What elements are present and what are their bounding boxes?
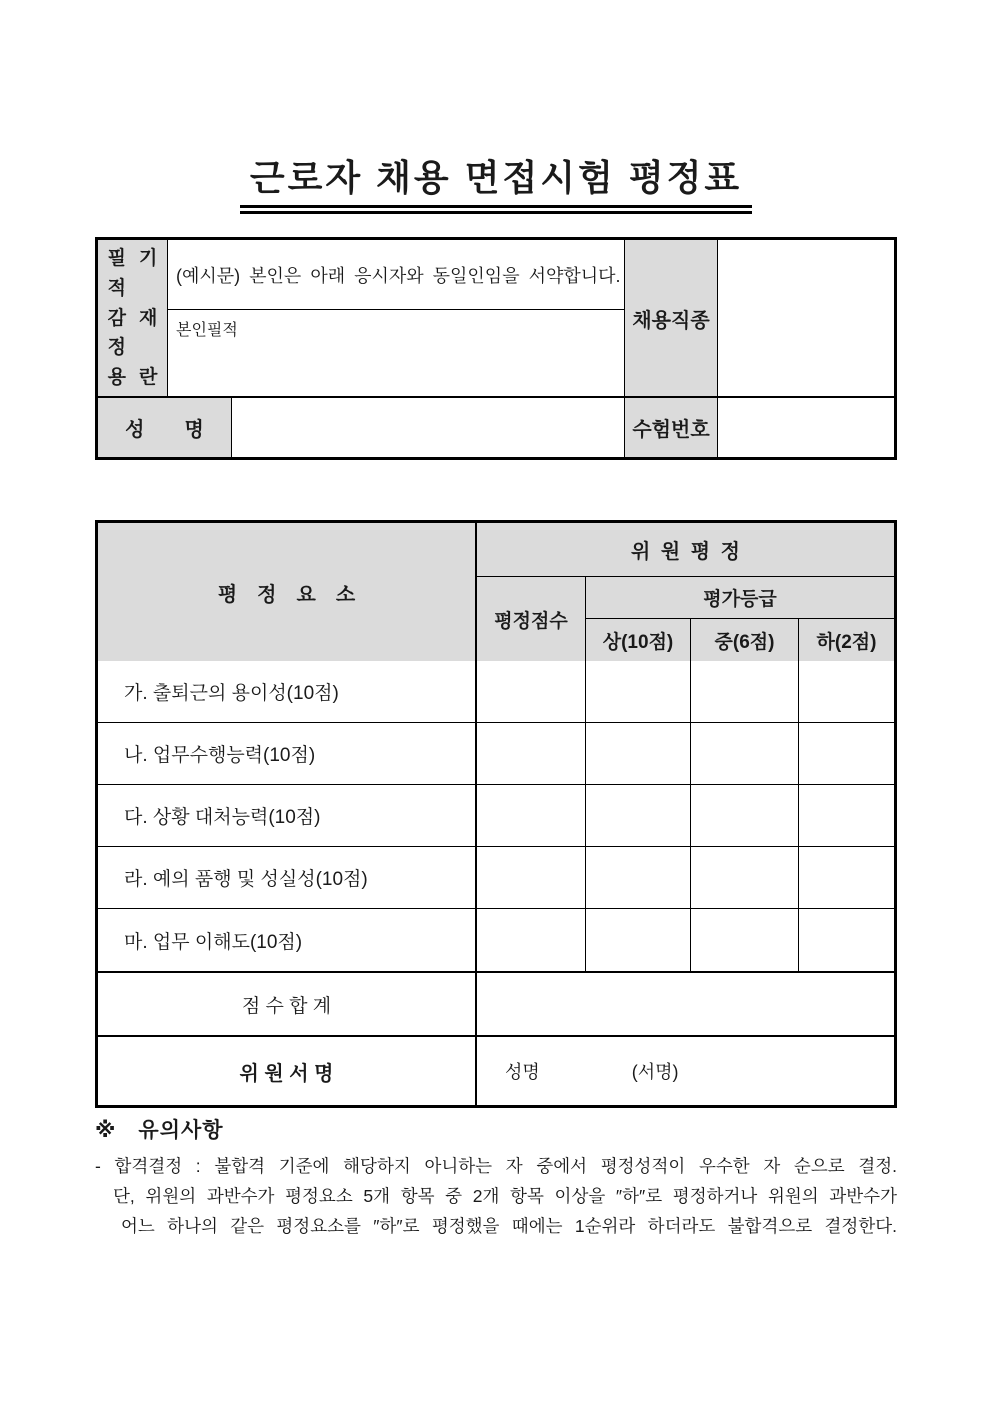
grade-header-group <box>586 577 894 661</box>
own-handwriting-label: 본인필적 <box>176 322 238 339</box>
note-line-3: 어느 하나의 같은 평정요소를 ″하″로 평정했을 때에는 1순위라 하더라도 불합격으로 결정한다. <box>121 1216 897 1236</box>
grade-low-cell <box>799 661 894 722</box>
grade-high-cell <box>586 847 691 908</box>
score-cell <box>477 785 586 846</box>
grade-high-cell <box>586 785 691 846</box>
job-type-value-cell <box>718 240 894 396</box>
eval-row-situation <box>98 785 894 847</box>
grade-high-header: 상(10점) <box>586 619 691 661</box>
handwriting-label-col1: 필 적 감 정 용 <box>107 248 126 388</box>
committee-header-group <box>477 523 894 661</box>
grade-high-cell <box>586 909 691 971</box>
note-line-2: 단, 위원의 과반수가 평정요소 5개 항목 중 2개 항목 이상을 ″하″로 평정하거나 위원의 과반수가 <box>113 1186 897 1206</box>
total-score-label: 점 수 합 계 <box>98 973 477 1035</box>
committee-rating-header: 위 원 평 정 <box>477 523 894 577</box>
eval-factor-label: 다. 상황 대처능력(10점) <box>98 785 477 846</box>
grade-mid-header: 중(6점) <box>691 619 799 661</box>
total-score-row <box>98 973 894 1037</box>
grade-mid-cell <box>691 661 799 722</box>
handwriting-label-col2: 기 재 란 <box>139 248 158 388</box>
handwriting-entry-cell <box>168 240 625 396</box>
grade-header: 평가등급 <box>586 577 894 619</box>
grade-low-cell <box>799 909 894 971</box>
score-cell <box>477 661 586 722</box>
score-cell <box>477 847 586 908</box>
grade-low-cell <box>799 785 894 846</box>
grade-high-cell <box>586 661 691 722</box>
signature-name-label: 성명 <box>505 1062 540 1082</box>
info-row-name <box>98 398 894 457</box>
grade-columns-row <box>586 619 894 661</box>
total-score-value-cell <box>477 973 894 1035</box>
exam-number-label: 수험번호 <box>625 398 718 457</box>
eval-row-understanding <box>98 909 894 971</box>
signature-entry-cell <box>477 1037 894 1105</box>
exam-number-value-cell <box>718 398 894 457</box>
title-block <box>0 150 992 214</box>
grade-mid-cell <box>691 847 799 908</box>
grade-high-cell <box>586 723 691 784</box>
score-cell <box>477 723 586 784</box>
eval-factor-label: 라. 예의 품행 및 성실성(10점) <box>98 847 477 908</box>
grade-mid-cell <box>691 909 799 971</box>
rating-score-header: 평정점수 <box>477 577 586 661</box>
grade-low-cell <box>799 847 894 908</box>
note-line-1: - 합격결정 : 불합격 기준에 해당하지 아니하는 자 중에서 평정성적이 우수한 자 순으로 결정. <box>95 1156 897 1176</box>
factor-column-header: 평 정 요 소 <box>98 523 477 661</box>
grade-mid-cell <box>691 723 799 784</box>
pledge-example-text: (예시문) 본인은 아래 응시자와 동일인임을 서약합니다. <box>168 240 624 310</box>
applicant-info-table <box>95 237 897 460</box>
committee-signature-row <box>98 1037 894 1105</box>
grade-low-cell <box>799 723 894 784</box>
name-label: 성 명 <box>98 398 232 457</box>
eval-row-manner <box>98 847 894 909</box>
eval-factor-label: 나. 업무수행능력(10점) <box>98 723 477 784</box>
signature-sign-label: (서명) <box>631 1062 679 1082</box>
evaluation-table-header <box>98 523 894 661</box>
grade-mid-cell <box>691 785 799 846</box>
eval-factor-label: 가. 출퇴근의 용이성(10점) <box>98 661 477 722</box>
double-rule-divider <box>98 971 894 973</box>
eval-factor-label: 마. 업무 이해도(10점) <box>98 909 477 971</box>
name-value-cell <box>232 398 625 457</box>
eval-row-commute <box>98 661 894 723</box>
notes-heading: ※ 유의사항 <box>95 1119 224 1142</box>
notes-section <box>95 1114 897 1241</box>
grade-low-header: 하(2점) <box>799 619 894 661</box>
handwriting-verification-label <box>98 240 168 396</box>
evaluation-table <box>95 520 897 1108</box>
info-row-handwriting <box>98 240 894 398</box>
committee-subheader-row <box>477 577 894 661</box>
score-cell <box>477 909 586 971</box>
eval-row-performance <box>98 723 894 785</box>
job-type-label: 채용직종 <box>625 240 718 396</box>
page-title: 근로자 채용 면접시험 평정표 <box>240 150 752 214</box>
committee-signature-label: 위 원 서 명 <box>98 1037 477 1105</box>
